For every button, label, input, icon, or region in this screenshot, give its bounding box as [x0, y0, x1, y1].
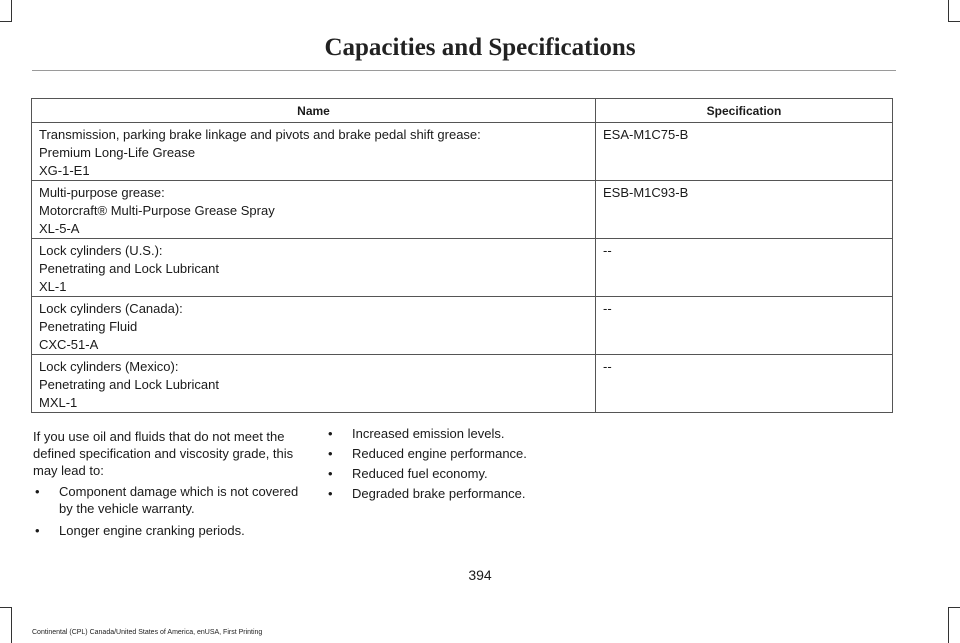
table-row [32, 297, 893, 355]
cell-line: Lock cylinders (U.S.): [39, 243, 163, 258]
cell-line: MXL-1 [39, 395, 78, 410]
table-cell-name [32, 297, 596, 355]
table-cell-specification: -- [596, 297, 893, 355]
bullet-icon: • [328, 426, 333, 441]
list-item-text: Component damage which is not covered by the vehicle warranty. [59, 484, 299, 516]
crop-mark-bottom-left-h [0, 607, 12, 608]
table-cell-name [32, 355, 596, 413]
bullet-icon: • [35, 523, 40, 538]
list-item-text: Degraded brake performance. [352, 486, 526, 501]
list-item [33, 522, 309, 539]
title-divider [32, 70, 896, 71]
cell-line: Penetrating Fluid [39, 319, 138, 334]
crop-mark-top-right-v [948, 0, 949, 22]
crop-mark-bottom-right-h [948, 607, 960, 608]
list-item-text: Reduced engine performance. [352, 446, 527, 461]
cell-line: CXC-51-A [39, 337, 99, 352]
list-item [326, 465, 606, 482]
body-right-column [326, 425, 606, 505]
bullet-icon: • [35, 484, 40, 499]
crop-mark-bottom-left-v [11, 607, 12, 643]
crop-mark-top-left-h [0, 21, 12, 22]
crop-mark-bottom-right-v [948, 607, 949, 643]
crop-mark-top-left-v [11, 0, 12, 22]
cell-line: Penetrating and Lock Lubricant [39, 261, 219, 276]
cell-line: XG-1-E1 [39, 163, 90, 178]
table-cell-specification: ESA-M1C75-B [596, 123, 893, 181]
column-header-name: Name [32, 99, 596, 123]
table-cell-specification: -- [596, 355, 893, 413]
intro-paragraph: If you use oil and fluids that do not meet the defined specification and viscosity grade, this may lead to: [33, 429, 294, 478]
list-item [326, 485, 606, 502]
table-cell-specification: ESB-M1C93-B [596, 181, 893, 239]
footer-edition: Continental (CPL) Canada/United States of America, enUSA, First Printing [32, 629, 263, 636]
cell-line: XL-1 [39, 279, 67, 294]
table-row [32, 181, 893, 239]
cell-line: Lock cylinders (Canada): [39, 301, 183, 316]
bullet-icon: • [328, 446, 333, 461]
table-row [32, 355, 893, 413]
table-cell-name [32, 239, 596, 297]
table-row [32, 123, 893, 181]
list-item [326, 445, 606, 462]
table-cell-name [32, 123, 596, 181]
bullet-icon: • [328, 466, 333, 481]
page-number: 394 [468, 567, 492, 583]
page-title: Capacities and Specifications [324, 34, 636, 61]
cell-line: Multi-purpose grease: [39, 185, 165, 200]
table-header-row [32, 99, 893, 123]
list-item-text: Longer engine cranking periods. [59, 523, 245, 538]
list-item [326, 425, 606, 442]
column-header-specification: Specification [596, 99, 893, 123]
bullet-list-left [33, 483, 309, 539]
list-item-text: Reduced fuel economy. [352, 466, 488, 481]
bullet-icon: • [328, 486, 333, 501]
table-cell-specification: -- [596, 239, 893, 297]
cell-line: XL-5-A [39, 221, 80, 236]
cell-line: Lock cylinders (Mexico): [39, 359, 179, 374]
cell-line: Premium Long-Life Grease [39, 145, 196, 160]
cell-line: Transmission, parking brake linkage and pivots and brake pedal shift grease: [39, 127, 481, 142]
list-item-text: Increased emission levels. [352, 426, 505, 441]
table-cell-name [32, 181, 596, 239]
list-item [33, 483, 309, 517]
body-left-column [33, 428, 309, 544]
crop-mark-top-right-h [948, 21, 960, 22]
specification-table [31, 98, 893, 413]
table-row [32, 239, 893, 297]
bullet-list-right [326, 425, 606, 502]
cell-line: Motorcraft® Multi-Purpose Grease Spray [39, 203, 275, 218]
cell-line: Penetrating and Lock Lubricant [39, 377, 219, 392]
